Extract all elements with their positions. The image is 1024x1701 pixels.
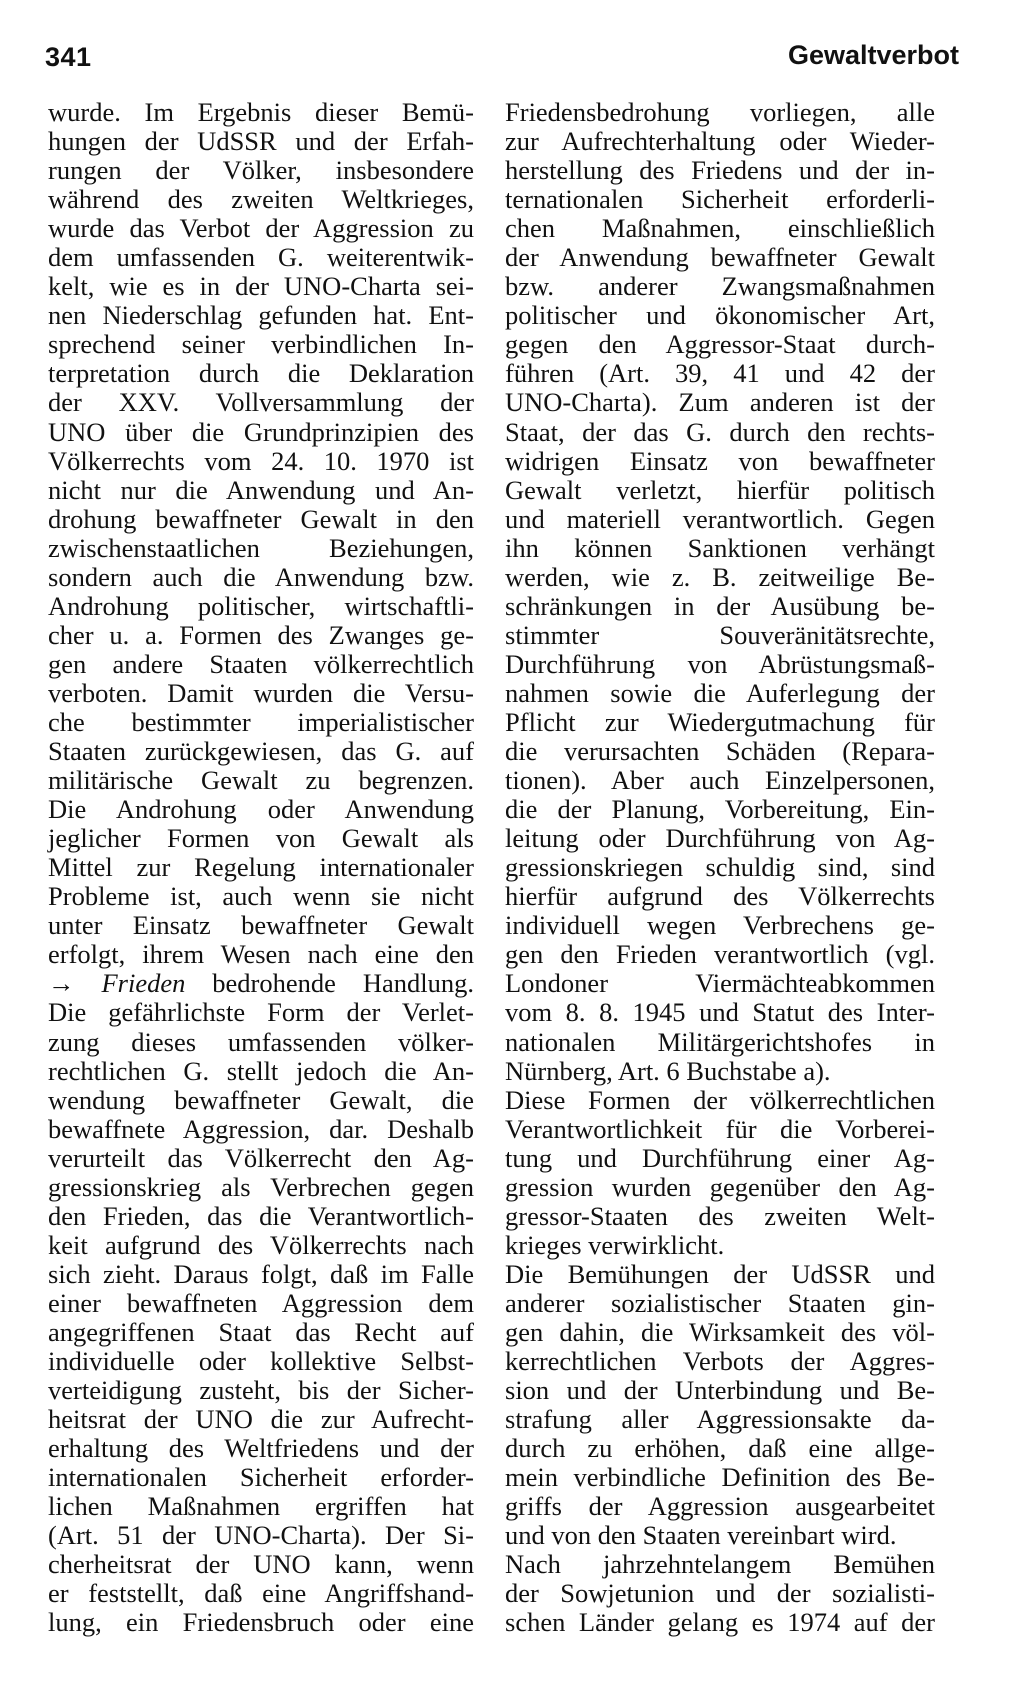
- cross-reference-arrow-icon: →: [48, 968, 75, 999]
- text-line: (Art. 51 der UNO-Charta). Der Si-: [48, 1520, 474, 1551]
- text-line: gressionskrieg als Verbrechen gegen: [48, 1171, 474, 1202]
- text-line: bzw. anderer Zwangsmaßnahmen: [505, 271, 935, 302]
- text-line: kelt, wie es in der UNO-Charta sei-: [48, 271, 474, 302]
- text-line: che bestimmter imperialistischer: [48, 706, 474, 737]
- text-line: gegen den Aggressor-Staat durch-: [505, 329, 935, 360]
- text-line: gen den Frieden verantwortlich (vgl.: [505, 939, 935, 970]
- text-line: Pflicht zur Wiedergutmachung für: [505, 706, 935, 737]
- text-line: drohung bewaffneter Gewalt in den: [48, 503, 474, 534]
- text-line: Verantwortlichkeit für die Vorberei-: [505, 1113, 935, 1144]
- text-line: erfolgt, ihrem Wesen nach eine den: [48, 939, 474, 970]
- text-line: heitsrat der UNO die zur Aufrecht-: [48, 1404, 474, 1435]
- text-line: kerrechtlichen Verbots der Aggres-: [505, 1346, 935, 1377]
- text-line: wurde. Im Ergebnis dieser Bemü-: [48, 97, 474, 127]
- text-line: Die Bemühungen der UdSSR und: [505, 1258, 935, 1289]
- text-line: angegriffenen Staat das Recht auf: [48, 1316, 474, 1347]
- text-line: herstellung des Friedens und der in-: [505, 155, 935, 186]
- cross-reference-rest: bedrohende Handlung.: [212, 968, 474, 999]
- text-line: anderer sozialistischer Staaten gin-: [505, 1287, 935, 1318]
- text-line: Gewalt verletzt, hierfür politisch: [505, 474, 935, 505]
- text-line: politischer und ökonomischer Art,: [505, 300, 935, 331]
- text-line: verurteilt das Völkerrecht den Ag-: [48, 1142, 474, 1173]
- text-line: individuell wegen Verbrechens ge-: [505, 910, 935, 941]
- text-line: gen andere Staaten völkerrechtlich: [48, 648, 474, 679]
- text-line: leitung oder Durchführung von Ag-: [505, 823, 935, 854]
- text-line: gression wurden gegenüber den Ag-: [505, 1171, 935, 1202]
- text-line: zwischenstaatlichen Beziehungen,: [48, 532, 474, 563]
- text-line: Friedensbedrohung vorliegen, alle: [505, 97, 935, 127]
- text-line: der Sowjetunion und der sozialisti-: [505, 1578, 935, 1609]
- text-line: Mittel zur Regelung internationaler: [48, 852, 474, 883]
- text-line: sich zieht. Daraus folgt, daß im Falle: [48, 1258, 474, 1289]
- text-line: der Anwendung bewaffneter Gewalt: [505, 242, 935, 273]
- text-line: chen Maßnahmen, einschließlich: [505, 213, 935, 244]
- text-line: Londoner Viermächteabkommen: [505, 968, 935, 999]
- text-line: individuelle oder kollektive Selbst-: [48, 1346, 474, 1377]
- left-column: [48, 98, 474, 1637]
- text-line: internationalen Sicherheit erforder-: [48, 1462, 474, 1493]
- text-line: mein verbindliche Definition des Be-: [505, 1462, 935, 1493]
- text-line: erhaltung des Weltfriedens und der: [48, 1433, 474, 1464]
- text-line: Durchführung von Abrüstungsmaß-: [505, 648, 935, 679]
- text-line: bewaffnete Aggression, dar. Deshalb: [48, 1113, 474, 1144]
- text-line: ihn können Sanktionen verhängt: [505, 532, 935, 563]
- text-line: durch zu erhöhen, daß eine allge-: [505, 1433, 935, 1464]
- text-line: tionen). Aber auch Einzelpersonen,: [505, 765, 935, 796]
- text-line: UNO-Charta). Zum anderen ist der: [505, 387, 935, 418]
- text-line: nen Niederschlag gefunden hat. Ent-: [48, 300, 474, 331]
- text-line: Nach jahrzehntelangem Bemühen: [505, 1549, 935, 1580]
- text-line: ternationalen Sicherheit erforderli-: [505, 184, 935, 215]
- text-line: nationalen Militärgerichtshofes in: [505, 1026, 935, 1057]
- text-line: und von den Staaten vereinbart wird.: [505, 1520, 897, 1551]
- text-line: strafung aller Aggressionsakte da-: [505, 1404, 935, 1435]
- text-line: er feststellt, daß eine Angriffshand-: [48, 1578, 474, 1609]
- text-line: führen (Art. 39, 41 und 42 der: [505, 358, 935, 389]
- text-line: Die Androhung oder Anwendung: [48, 794, 474, 825]
- text-line: verteidigung zusteht, bis der Sicher-: [48, 1375, 474, 1406]
- text-line: schen Länder gelang es 1974 auf der: [505, 1607, 935, 1638]
- right-column: [505, 98, 935, 1637]
- text-line: zung dieses umfassenden völker-: [48, 1026, 474, 1057]
- page-number: 341: [45, 42, 92, 72]
- text-line: cherheitsrat der UNO kann, wenn: [48, 1549, 474, 1580]
- text-line: Völkerrechts vom 24. 10. 1970 ist: [48, 445, 474, 476]
- text-line: werden, wie z. B. zeitweilige Be-: [505, 561, 935, 592]
- text-line: vom 8. 8. 1945 und Statut des Inter-: [505, 997, 935, 1028]
- text-line: stimmter Souveränitätsrechte,: [505, 619, 935, 650]
- text-line: militärische Gewalt zu begrenzen.: [48, 765, 474, 796]
- text-line: der XXV. Vollversammlung der: [48, 387, 474, 418]
- text-line: sprechend seiner verbindlichen In-: [48, 329, 474, 360]
- text-line: keit aufgrund des Völkerrechts nach: [48, 1229, 474, 1260]
- text-line: gressionskriegen schuldig sind, sind: [505, 852, 935, 883]
- text-line: cher u. a. Formen des Zwanges ge-: [48, 619, 474, 650]
- text-line: nicht nur die Anwendung und An-: [48, 474, 474, 505]
- text-line: sondern auch die Anwendung bzw.: [48, 561, 474, 592]
- text-line: dem umfassenden G. weiterentwik-: [48, 242, 474, 273]
- text-line: UNO über die Grundprinzipien des: [48, 416, 474, 447]
- text-line: sion und der Unterbindung und Be-: [505, 1375, 935, 1406]
- running-head: Gewaltverbot: [787, 40, 959, 70]
- text-line: rungen der Völker, insbesondere: [48, 155, 474, 186]
- text-line: wendung bewaffneter Gewalt, die: [48, 1084, 474, 1115]
- text-line: während des zweiten Weltkrieges,: [48, 184, 474, 215]
- cross-reference-line: [48, 969, 474, 998]
- text-line: Die gefährlichste Form der Verlet-: [48, 997, 474, 1028]
- text-line: rechtlichen G. stellt jedoch die An-: [48, 1055, 474, 1086]
- text-line: schränkungen in der Ausübung be-: [505, 590, 935, 621]
- text-line: jeglicher Formen von Gewalt als: [48, 823, 474, 854]
- text-line: Probleme ist, auch wenn sie nicht: [48, 881, 474, 912]
- text-line: krieges verwirklicht.: [505, 1229, 725, 1260]
- text-line: unter Einsatz bewaffneter Gewalt: [48, 910, 474, 941]
- text-line: die der Planung, Vorbereitung, Ein-: [505, 794, 935, 825]
- text-line: griffs der Aggression ausgearbeitet: [505, 1491, 935, 1522]
- text-line: und materiell verantwortlich. Gegen: [505, 503, 935, 534]
- text-line: terpretation durch die Deklaration: [48, 358, 474, 389]
- text-line: widrigen Einsatz von bewaffneter: [505, 445, 935, 476]
- text-line: die verursachten Schäden (Repara-: [505, 736, 935, 767]
- text-line: nahmen sowie die Auferlegung der: [505, 677, 935, 708]
- text-line: den Frieden, das die Verantwortlich-: [48, 1200, 474, 1231]
- text-line: zur Aufrechterhaltung oder Wieder-: [505, 126, 935, 157]
- text-line: gen dahin, die Wirksamkeit des völ-: [505, 1316, 935, 1347]
- text-line: hierfür aufgrund des Völkerrechts: [505, 881, 935, 912]
- text-line: Androhung politischer, wirtschaftli-: [48, 590, 474, 621]
- text-line: Diese Formen der völkerrechtlichen: [505, 1084, 935, 1115]
- text-line: Nürnberg, Art. 6 Buchstabe a).: [505, 1055, 831, 1086]
- text-line: verboten. Damit wurden die Versu-: [48, 677, 474, 708]
- text-line: einer bewaffneten Aggression dem: [48, 1287, 474, 1318]
- text-line: gressor-Staaten des zweiten Welt-: [505, 1200, 935, 1231]
- text-line: tung und Durchführung einer Ag-: [505, 1142, 935, 1173]
- text-line: lichen Maßnahmen ergriffen hat: [48, 1491, 474, 1522]
- text-line: Staaten zurückgewiesen, das G. auf: [48, 736, 474, 767]
- text-line: lung, ein Friedensbruch oder eine: [48, 1607, 474, 1638]
- text-line: Staat, der das G. durch den rechts-: [505, 416, 935, 447]
- text-line: hungen der UdSSR und der Erfah-: [48, 126, 474, 157]
- cross-reference-term[interactable]: Frieden: [101, 968, 186, 999]
- text-line: wurde das Verbot der Aggression zu: [48, 213, 474, 244]
